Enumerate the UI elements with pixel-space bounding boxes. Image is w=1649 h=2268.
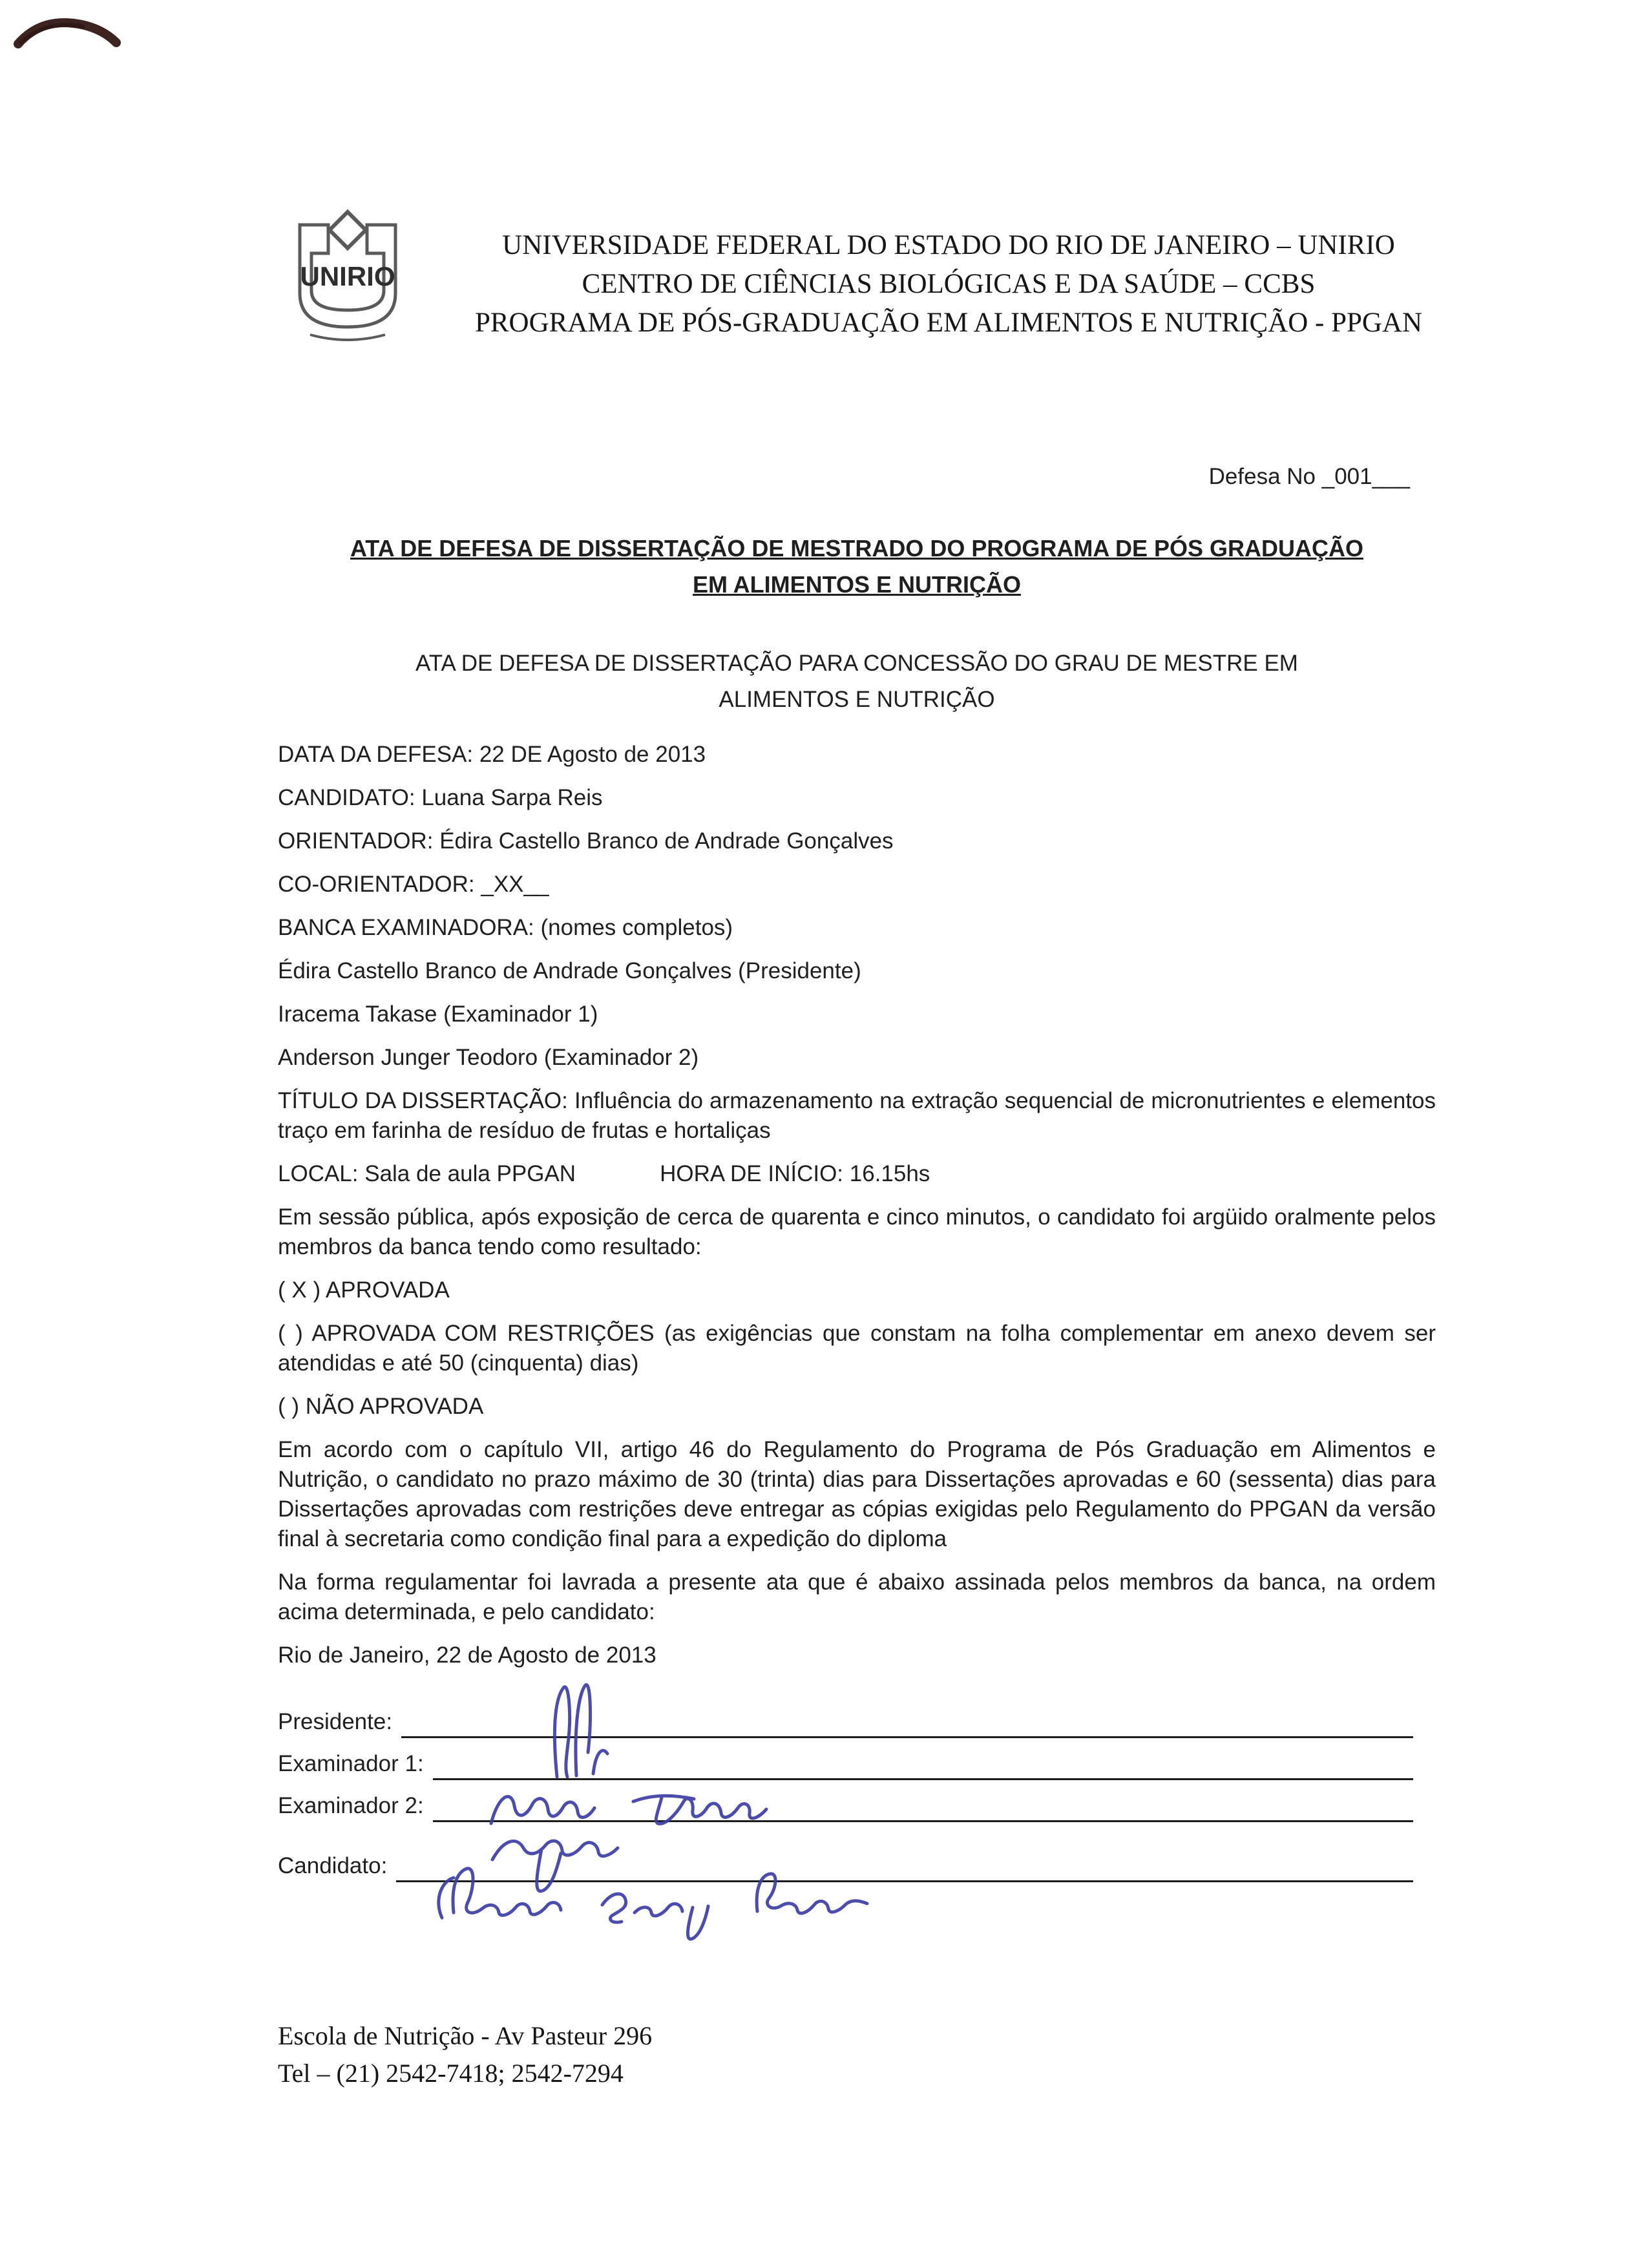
field-local-hora [278, 1159, 1436, 1189]
university-name: UNIVERSIDADE FEDERAL DO ESTADO DO RIO DE JANEIRO – UNIRIO [502, 230, 1395, 260]
logo-text: UNIRIO [300, 261, 395, 291]
paragraph-regulamento: Em acordo com o capítulo VII, artigo 46 do Regulamento do Programa de Pós Graduação em Alimentos e Nutrição, o candidato no prazo máximo de 30 (trinta) dias para Dissertações aprovadas e 60 (sessenta) dias para Dissertações aprovadas com restrições deve entregar as cópias exigidas pelo Regulamento do PPGAN da versão final à secretaria como condição final para a expedição do diploma [278, 1437, 1436, 1551]
document-subtitle [278, 646, 1436, 718]
document-subtitle-line-1: ATA DE DEFESA DE DISSERTAÇÃO PARA CONCESSÃO DO GRAU DE MESTRE EM [415, 651, 1298, 676]
presidente-signature-line [401, 1736, 1413, 1738]
option-nao-aprovada: ( ) NÃO APROVADA [278, 1394, 484, 1419]
document-title [278, 530, 1436, 603]
footer [278, 2017, 652, 2092]
footer-address: Escola de Nutrição - Av Pasteur 296 [278, 2021, 653, 2050]
footer-phone: Tel – (21) 2542-7418; 2542-7294 [278, 2059, 624, 2088]
paragraph-ata-lavrada: Na forma regulamentar foi lavrada a presente ata que é abaixo assinada pelos membros da banca, na ordem acima determinada, e pelo candidato: [278, 1570, 1436, 1624]
examinador-2-signature-line [433, 1820, 1413, 1822]
letterhead-text [367, 226, 1530, 342]
document-title-line-1: ATA DE DEFESA DE DISSERTAÇÃO DE MESTRADO DO PROGRAMA DE PÓS GRADUAÇÃO [350, 535, 1364, 562]
paragraph-sessao-publica: Em sessão pública, após exposição de cerca de quarenta e cinco minutos, o candidato foi argüido oralmente pelos membros da banca tendo como resultado: [278, 1204, 1436, 1259]
field-candidato: CANDIDATO: Luana Sarpa Reis [278, 785, 603, 810]
banca-member-presidente: Édira Castello Branco de Andrade Gonçalves (Presidente) [278, 958, 861, 983]
banca-member-examinador-2: Anderson Junger Teodoro (Examinador 2) [278, 1045, 699, 1070]
field-co-orientador: CO-ORIENTADOR: _XX__ [278, 872, 549, 897]
field-titulo-dissertacao: TÍTULO DA DISSERTAÇÃO: Influência do armazenamento na extração sequencial de micronutrientes e elementos traço em farinha de resíduo de frutas e hortaliças [278, 1088, 1436, 1143]
examinador-1-signature-line [433, 1778, 1413, 1780]
field-hora-inicio: HORA DE INÍCIO: 16.15hs [660, 1161, 930, 1186]
presidente-label: Presidente: [278, 1709, 393, 1734]
signature-row-presidente [278, 1696, 1436, 1738]
examinador-1-label: Examinador 1: [278, 1751, 424, 1776]
signature-block [278, 1696, 1436, 1882]
signature-row-candidato [278, 1840, 1436, 1882]
option-aprovada-com-restricoes: ( ) APROVADA COM RESTRIÇÕES (as exigências que constam na folha complementar em anexo devem ser atendidas e até 50 (cinquenta) dias) [278, 1321, 1436, 1376]
field-data-defesa: DATA DA DEFESA: 22 DE Agosto de 2013 [278, 742, 706, 767]
defesa-number: Defesa No _001___ [1208, 464, 1410, 489]
field-banca-examinadora: BANCA EXAMINADORA: (nomes completos) [278, 915, 733, 940]
field-local: LOCAL: Sala de aula PPGAN [278, 1161, 576, 1186]
line-cidade-data: Rio de Janeiro, 22 de Agosto de 2013 [278, 1643, 656, 1668]
candidato-signature-line [396, 1880, 1413, 1882]
document-subtitle-line-2: ALIMENTOS E NUTRIÇÃO [719, 687, 995, 712]
candidato-label: Candidato: [278, 1853, 388, 1878]
signature-row-examinador-2 [278, 1780, 1436, 1822]
center-name: CENTRO DE CIÊNCIAS BIOLÓGICAS E DA SAÚDE – CCBS [582, 269, 1316, 299]
document-title-line-2: EM ALIMENTOS E NUTRIÇÃO [692, 571, 1021, 598]
signature-row-examinador-1 [278, 1738, 1436, 1780]
examinador-2-label: Examinador 2: [278, 1793, 424, 1818]
option-aprovada: ( X ) APROVADA [278, 1277, 450, 1303]
field-orientador: ORIENTADOR: Édira Castello Branco de Andrade Gonçalves [278, 828, 894, 854]
program-name: PROGRAMA DE PÓS-GRADUAÇÃO EM ALIMENTOS E NUTRIÇÃO - PPGAN [474, 308, 1423, 338]
pen-mark [12, 14, 128, 66]
banca-member-examinador-1: Iracema Takase (Examinador 1) [278, 1002, 598, 1027]
document-body [278, 462, 1436, 1882]
